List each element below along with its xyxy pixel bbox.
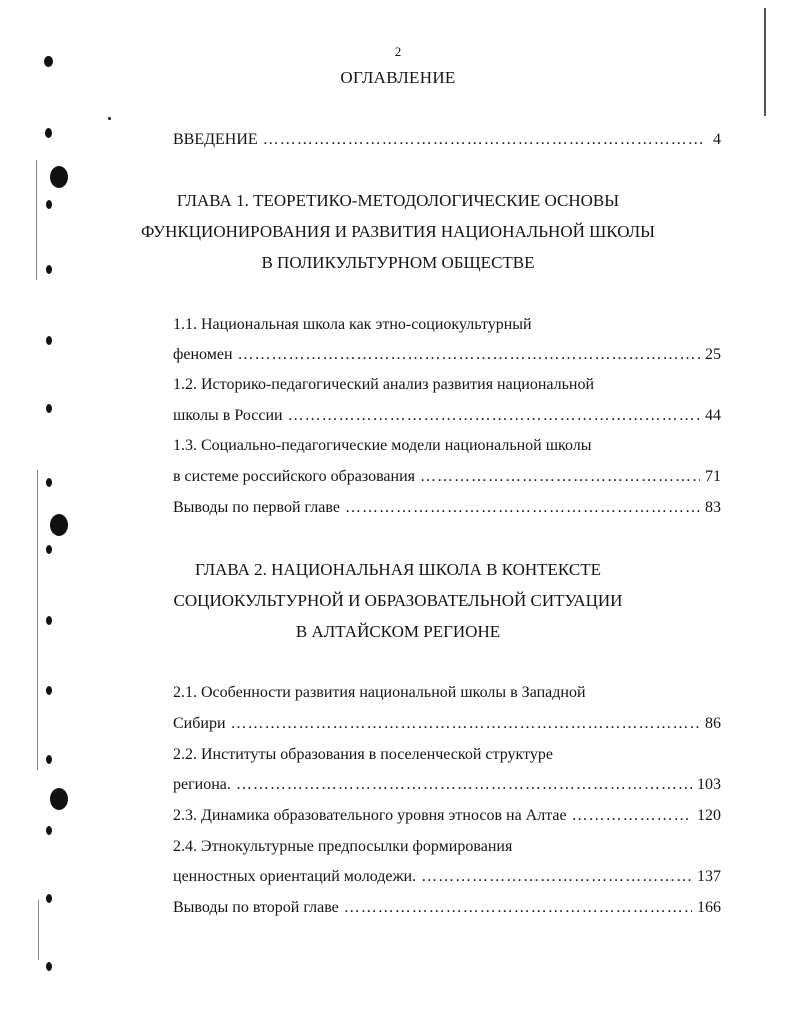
toc-entry-2-2[interactable] — [173, 775, 721, 795]
chapter2-heading-line3: В АЛТАЙСКОМ РЕГИОНЕ — [295, 622, 501, 641]
toc-page-number: 166 — [697, 899, 721, 916]
binder-hole — [46, 755, 52, 764]
toc-page-number: 83 — [705, 499, 721, 516]
toc-entry-1-2[interactable] — [173, 406, 721, 426]
toc-entry-chapter2-conclusion[interactable] — [173, 898, 721, 918]
binder-hole — [46, 336, 52, 345]
toc-page-number: 86 — [705, 715, 721, 732]
dot-leader — [572, 806, 692, 826]
binder-hole — [50, 788, 68, 810]
margin-line — [38, 900, 39, 960]
toc-entry-label: феномен — [173, 346, 233, 363]
toc-page-number: 71 — [705, 468, 721, 485]
binder-hole — [46, 826, 52, 835]
binder-hole — [46, 962, 52, 971]
binder-hole — [46, 545, 52, 554]
dot-leader — [345, 498, 700, 518]
binder-hole — [46, 686, 52, 695]
right-margin-line — [764, 8, 766, 116]
toc-entry-label: ВВЕДЕНИЕ — [173, 131, 258, 148]
toc-entry-2-4-first-line: 2.4. Этнокультурные предпосылки формирования — [173, 838, 513, 855]
toc-entry-2-1-first-line: 2.1. Особенности развития национальной школы в Западной — [173, 684, 586, 701]
binder-hole — [50, 166, 68, 188]
toc-entry-label: ценностных ориентаций молодежи. — [173, 868, 417, 885]
margin-line — [37, 470, 38, 770]
toc-entry-1-3-first-line: 1.3. Социально-педагогические модели национальной школы — [173, 437, 592, 454]
chapter1-heading-line3: В ПОЛИКУЛЬТУРНОМ ОБЩЕСТВЕ — [261, 253, 535, 272]
dot-leader — [236, 775, 692, 795]
toc-entry-label: региона. — [173, 776, 231, 793]
toc-entry-2-3[interactable] — [173, 806, 721, 826]
toc-entry-label: школы в России — [173, 407, 283, 424]
page-number: 2 — [394, 44, 402, 59]
toc-page-number: 137 — [697, 868, 721, 885]
toc-entry-label: 2.3. Динамика образовательного уровня этносов на Алтае — [173, 807, 567, 824]
chapter1-heading-line1: ГЛАВА 1. ТЕОРЕТИКО-МЕТОДОЛОГИЧЕСКИЕ ОСНОВЫ — [176, 191, 620, 210]
speck — [108, 117, 111, 120]
toc-page-number: 4 — [713, 131, 721, 148]
toc-page-number: 103 — [697, 776, 721, 793]
dot-leader — [288, 406, 700, 426]
toc-entry-2-2-first-line: 2.2. Институты образования в поселенческой структуре — [173, 746, 553, 763]
binder-hole — [46, 478, 52, 487]
toc-page-number: 120 — [697, 807, 721, 824]
chapter2-heading-line1: ГЛАВА 2. НАЦИОНАЛЬНАЯ ШКОЛА В КОНТЕКСТЕ — [195, 560, 601, 579]
toc-page-number: 25 — [705, 346, 721, 363]
toc-entry-label: Выводы по второй главе — [173, 899, 339, 916]
toc-entry-1-3[interactable] — [173, 467, 721, 487]
toc-entry-2-1[interactable] — [173, 714, 721, 734]
chapter2-heading-line2: СОЦИОКУЛЬТУРНОЙ И ОБРАЗОВАТЕЛЬНОЙ СИТУАЦИИ — [173, 591, 623, 610]
page-title: ОГЛАВЛЕНИЕ — [340, 68, 456, 87]
dot-leader — [420, 467, 700, 487]
toc-entry-label: Сибири — [173, 715, 226, 732]
dot-leader — [263, 130, 702, 150]
dot-leader — [421, 867, 692, 887]
toc-entry-1-1[interactable] — [173, 345, 721, 365]
toc-entry-intro[interactable] — [173, 130, 721, 150]
dot-leader — [238, 345, 700, 365]
toc-page-number: 44 — [705, 407, 721, 424]
toc-entry-2-4[interactable] — [173, 867, 721, 887]
toc-entry-1-2-first-line: 1.2. Историко-педагогический анализ развития национальной — [173, 376, 595, 393]
toc-entry-chapter1-conclusion[interactable] — [173, 498, 721, 518]
binder-hole — [46, 404, 52, 413]
binder-hole — [46, 894, 52, 903]
toc-entry-label: Выводы по первой главе — [173, 499, 340, 516]
chapter1-heading-line2: ФУНКЦИОНИРОВАНИЯ И РАЗВИТИЯ НАЦИОНАЛЬНОЙ ШКОЛЫ — [140, 222, 655, 241]
binder-hole — [45, 128, 52, 138]
dot-leader — [231, 714, 701, 734]
dot-leader — [344, 898, 692, 918]
binder-hole — [50, 514, 68, 536]
toc-entry-1-1-first-line: 1.1. Национальная школа как этно-социокультурный — [173, 316, 532, 333]
toc-entry-label: в системе российского образования — [173, 468, 415, 485]
